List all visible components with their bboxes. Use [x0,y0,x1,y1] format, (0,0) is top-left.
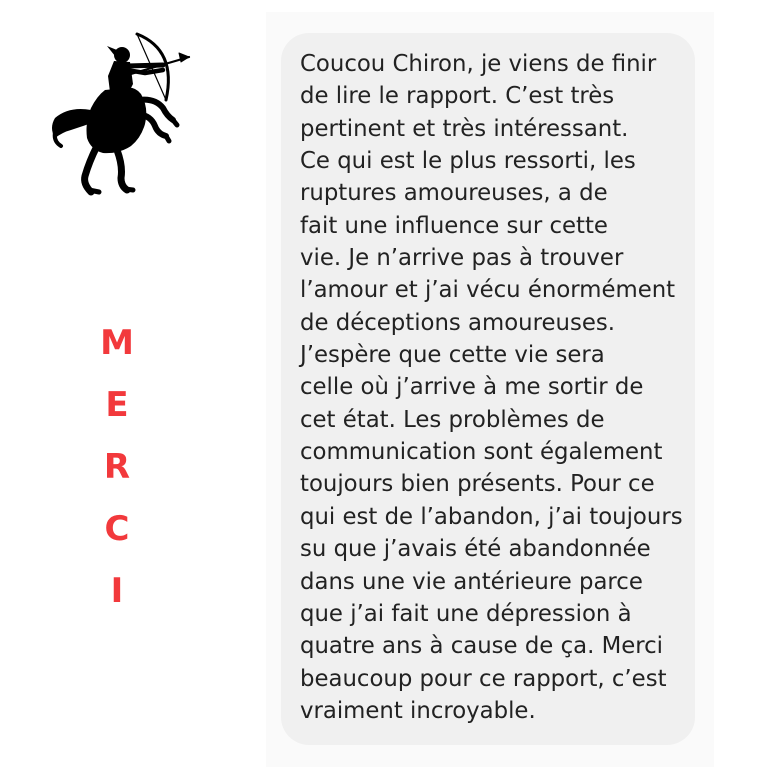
merci-letter: M [100,323,134,363]
message-line: toujours bien présents. Pour ce [300,471,655,498]
message-line: su que j’avais été abandonnée [300,536,651,563]
merci-vertical-label [84,312,150,622]
merci-letter: R [103,447,131,487]
message-line: pertinent et très intéressant. [300,115,629,142]
message-line: dans une vie antérieure parce [300,568,643,595]
message-line: quatre ans à cause de ça. Merci [300,633,664,660]
merci-letter: E [105,385,129,425]
message-line: que j’ai fait une dépression à [300,600,632,627]
message-line: ruptures amoureuses, a de [300,180,608,207]
message-line: fait une influence sur cette [300,212,608,239]
message-line: vie. Je n’arrive pas à trouver [300,245,624,272]
centaur-archer-icon [45,28,200,198]
message-line: J’espère que cette vie sera [300,342,605,369]
message-line: l’amour et j’ai vécu énormément [300,277,676,304]
message-line: Ce qui est le plus ressorti, les [300,148,636,175]
message-bubble[interactable] [281,33,695,745]
message-line: de lire le rapport. C’est très [300,83,615,110]
message-line: qui est de l’abandon, j’ai toujours [300,503,683,530]
merci-letter: C [104,509,130,549]
message-line: vraiment incroyable. [300,697,536,724]
message-line: beaucoup pour ce rapport, c’est [300,665,667,692]
message-line: Coucou Chiron, je viens de finir [300,51,657,77]
message-line: communication sont également [300,439,663,466]
message-line: cet état. Les problèmes de [300,406,605,433]
message-line: celle où j’arrive à me sortir de [300,374,644,401]
message-line: de déceptions amoureuses. [300,309,616,336]
merci-letter: I [110,571,124,611]
